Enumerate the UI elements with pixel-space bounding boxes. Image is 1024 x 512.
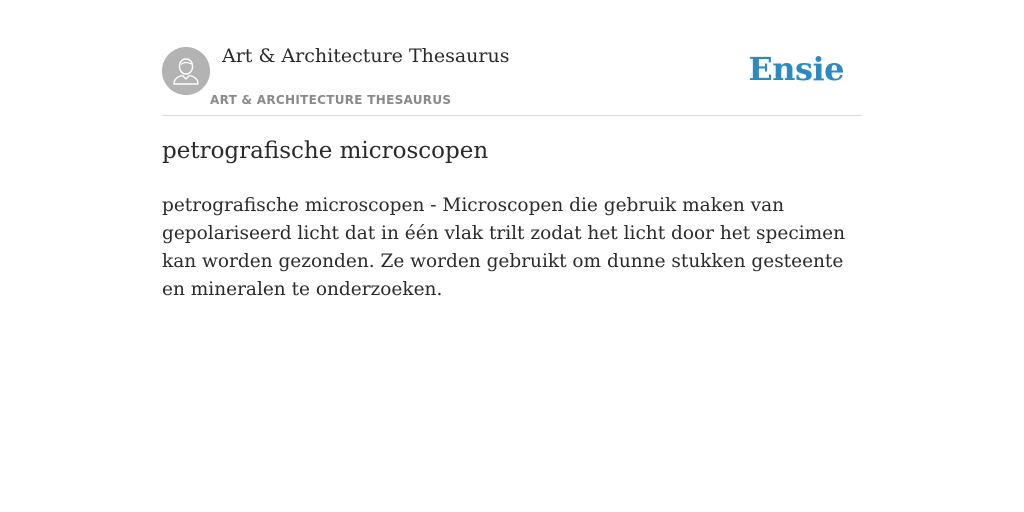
author-name-link[interactable]: Art & Architecture Thesaurus [222,45,510,67]
user-avatar-icon [162,47,210,95]
source-label-link[interactable]: ART & ARCHITECTURE THESAURUS [210,93,452,107]
ensie-logo-link[interactable]: Ensie [748,50,844,88]
entry-title: petrografische microscopen [162,138,489,164]
entry-header [162,40,862,116]
entry-definition: petrografische microscopen - Microscopen die gebruik maken van gepolariseerd licht dat in één vlak trilt zodat het licht door het specimen kan worden gezonden. Ze worden gebruikt om dunne stukken gesteente en mineralen te onderzoeken. [162,195,846,300]
avatar[interactable] [162,47,210,95]
